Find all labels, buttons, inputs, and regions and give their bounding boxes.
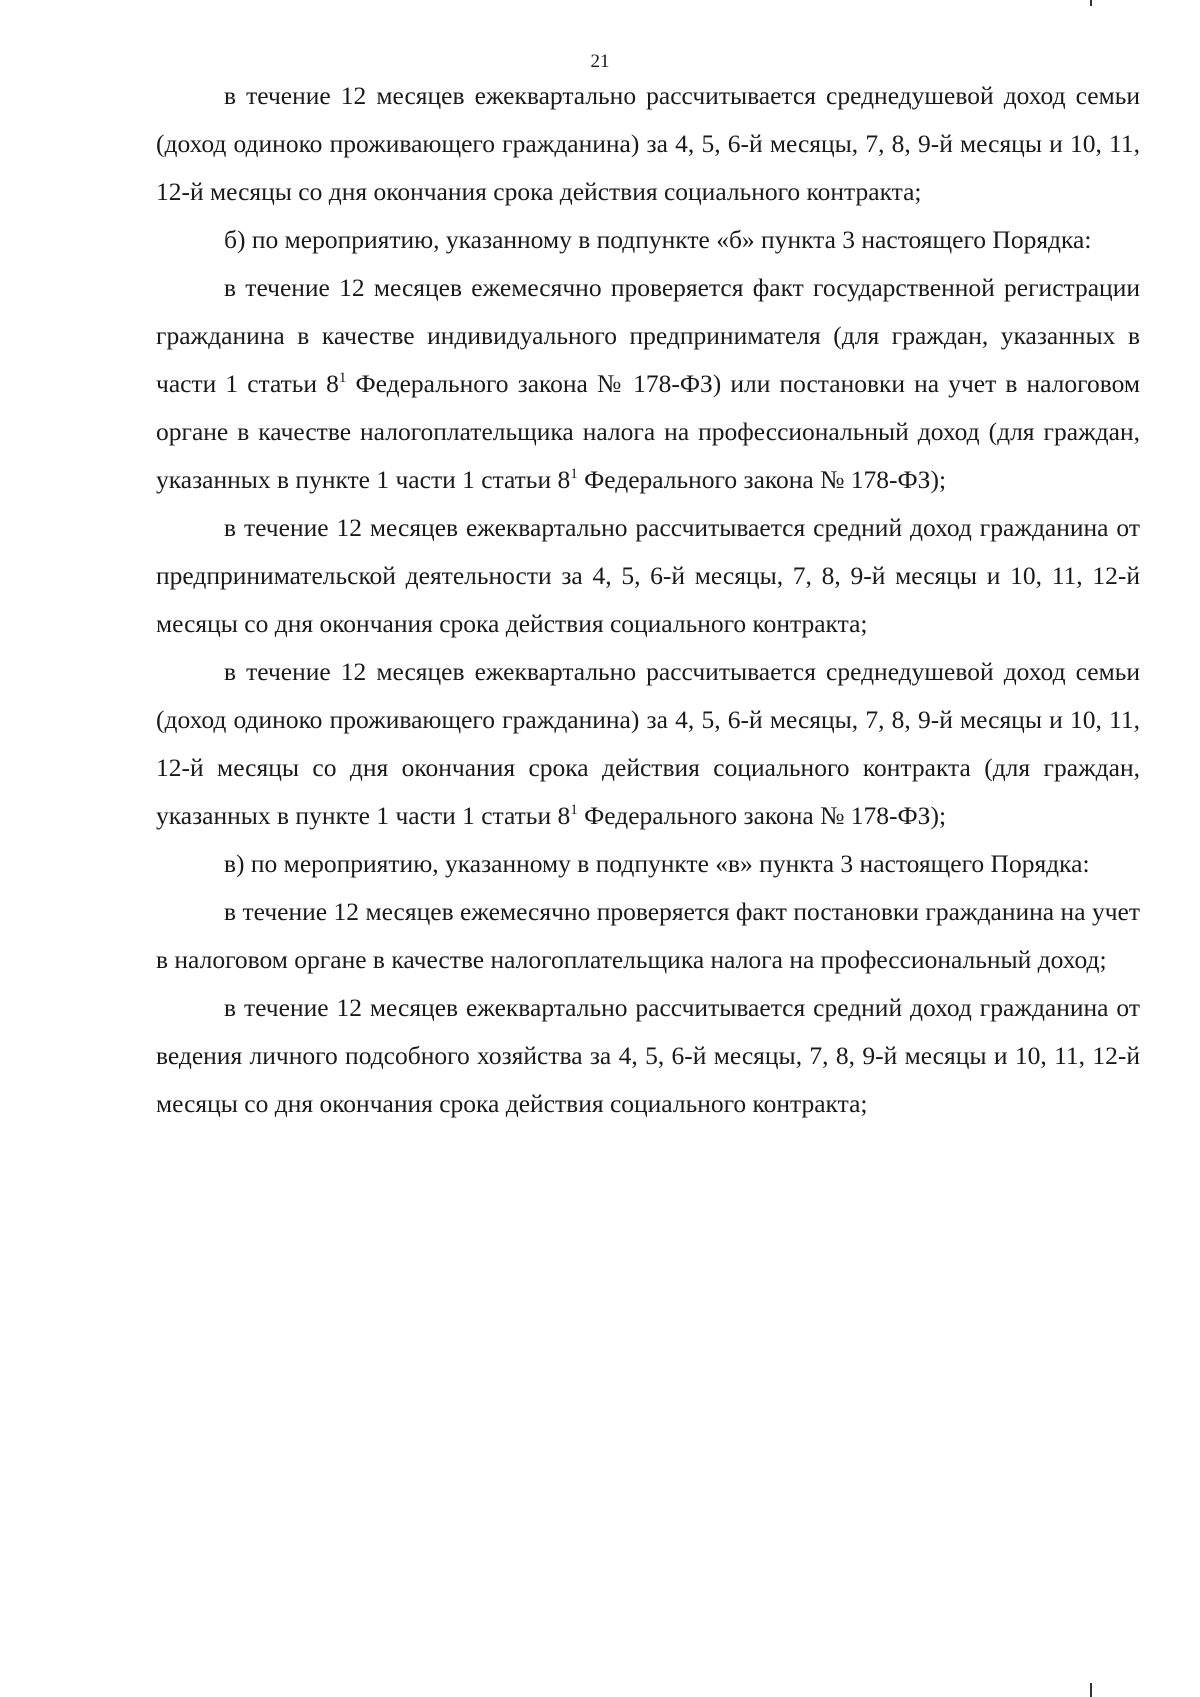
scan-mark-top — [1090, 0, 1092, 6]
paragraph-2: б) по мероприятию, указанному в подпункте «б» пункта 3 настоящего Порядка: — [224, 225, 1092, 254]
paragraph-3 — [156, 264, 1140, 504]
paragraph-3-part-2: Федерального закона № 178-ФЗ) или постановки на учет в налоговом органе в качестве налогоплательщика налога на профессиональный доход (для граждан, указанных в пункте 1 части 1 статьи 8 — [156, 369, 1140, 494]
paragraph-5-part-2: Федерального закона № 178-ФЗ); — [577, 801, 947, 830]
superscript: 1 — [570, 802, 578, 818]
paragraph-5-part-1: в течение 12 месяцев ежеквартально рассчитывается среднедушевой доход семьи (доход одиноко проживающего гражданина) за 4, 5, 6-й месяцы, 7, 8, 9-й месяцы и 10, 11, 12-й месяцы со дня окончания срока действия социального контракта (для граждан, указанных в пункте 1 части 1 статьи 8 — [156, 657, 1140, 830]
paragraph-6: в) по мероприятию, указанному в подпункте «в» пункта 3 настоящего Порядка: — [224, 849, 1090, 878]
scan-mark-bottom — [1090, 1683, 1092, 1697]
paragraph-3-part-1: в течение 12 месяцев ежемесячно проверяется факт государственной регистрации гражданина в качестве индивидуального предпринимателя (для граждан, указанных в части 1 статьи 8 — [156, 273, 1140, 398]
paragraph-8: в течение 12 месяцев ежеквартально рассчитывается средний доход гражданина от ведения личного подсобного хозяйства за 4, 5, 6-й месяцы, 7, 8, 9-й месяцы и 10, 11, 12-й месяцы со дня окончания срока действия социального контракта; — [156, 993, 1140, 1118]
superscript: 1 — [338, 370, 347, 386]
superscript: 1 — [570, 466, 578, 482]
paragraph-3-part-3: Федерального закона № 178-ФЗ); — [577, 465, 947, 494]
paragraph-5 — [156, 648, 1140, 840]
paragraph-7: в течение 12 месяцев ежемесячно проверяется факт постановки гражданина на учет в налоговом органе в качестве налогоплательщика налога на профессиональный доход; — [156, 897, 1140, 974]
paragraph-4: в течение 12 месяцев ежеквартально рассчитывается средний доход гражданина от предпринимательской деятельности за 4, 5, 6-й месяцы, 7, 8, 9-й месяцы и 10, 11, 12-й месяцы со дня окончания срока действия социального контракта; — [156, 513, 1140, 638]
document-body — [156, 72, 1140, 1128]
page-number: 21 — [590, 51, 610, 72]
paragraph-1: в течение 12 месяцев ежеквартально рассчитывается среднедушевой доход семьи (доход одиноко проживающего гражданина) за 4, 5, 6-й месяцы, 7, 8, 9-й месяцы и 10, 11, 12-й месяцы со дня окончания срока действия социального контракта; — [156, 81, 1140, 206]
